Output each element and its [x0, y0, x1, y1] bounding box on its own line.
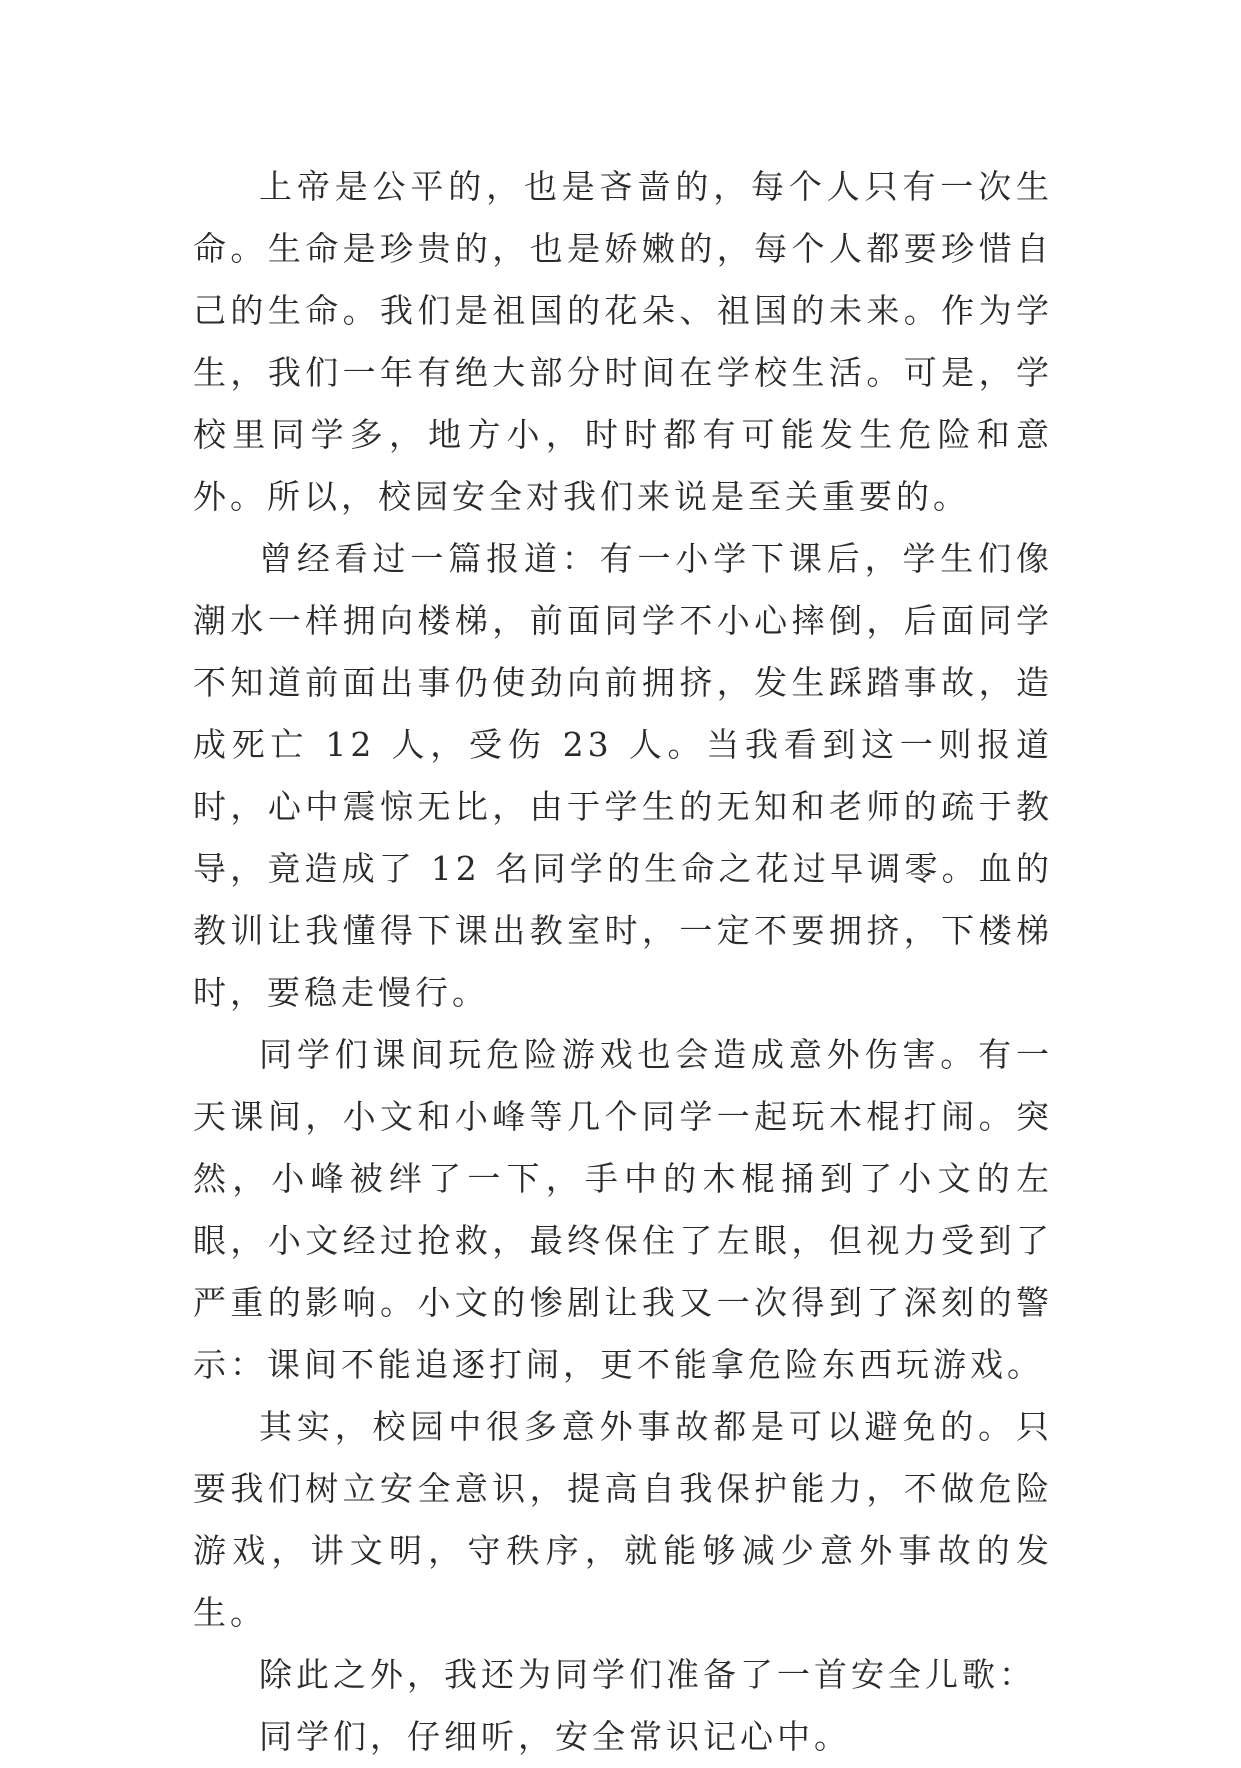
paragraph-stampede-report: 曾经看过一篇报道：有一小学下课后，学生们像潮水一样拥向楼梯，前面同学不小心摔倒，后面同学不知道前面出事仍使劲向前拥挤，发生踩踏事故，造成死亡 12 人，受伤 23 人。当我看到这一则报道时，心中震惊无比，由于学生的无知和老师的疏于教导，竟造成了 12 名同学的生命之花过早调零。血的教训让我懂得下课出教室时，一定不要拥挤，下楼梯时，要稳走慢行。 — [193, 539, 1053, 1012]
paragraph-dangerous-games: 同学们课间玩危险游戏也会造成意外伤害。有一天课间，小文和小峰等几个同学一起玩木棍打闹。突然，小峰被绊了一下，手中的木棍捅到了小文的左眼，小文经过抢救，最终保住了左眼，但视力受到了严重的影响。小文的惨剧让我又一次得到了深刻的警示：课间不能追逐打闹，更不能拿危险东西玩游戏。 — [193, 1035, 1053, 1384]
document-body — [193, 156, 1053, 1768]
paragraph-avoidable-accidents: 其实，校园中很多意外事故都是可以避免的。只要我们树立安全意识，提高自我保护能力，不做危险游戏，讲文明，守秩序，就能够减少意外事故的发生。 — [193, 1407, 1053, 1632]
paragraph-song-line: 同学们，仔细听，安全常识记心中。 — [259, 1717, 851, 1756]
paragraph-intro: 上帝是公平的，也是吝啬的，每个人只有一次生命。生命是珍贵的，也是娇嫩的，每个人都要珍惜自己的生命。我们是祖国的花朵、祖国的未来。作为学生，我们一年有绝大部分时间在学校生活。可是，学校里同学多，地方小，时时都有可能发生危险和意外。所以，校园安全对我们来说是至关重要的。 — [193, 167, 1053, 516]
paragraph-song-intro: 除此之外，我还为同学们准备了一首安全儿歌： — [259, 1655, 1036, 1694]
